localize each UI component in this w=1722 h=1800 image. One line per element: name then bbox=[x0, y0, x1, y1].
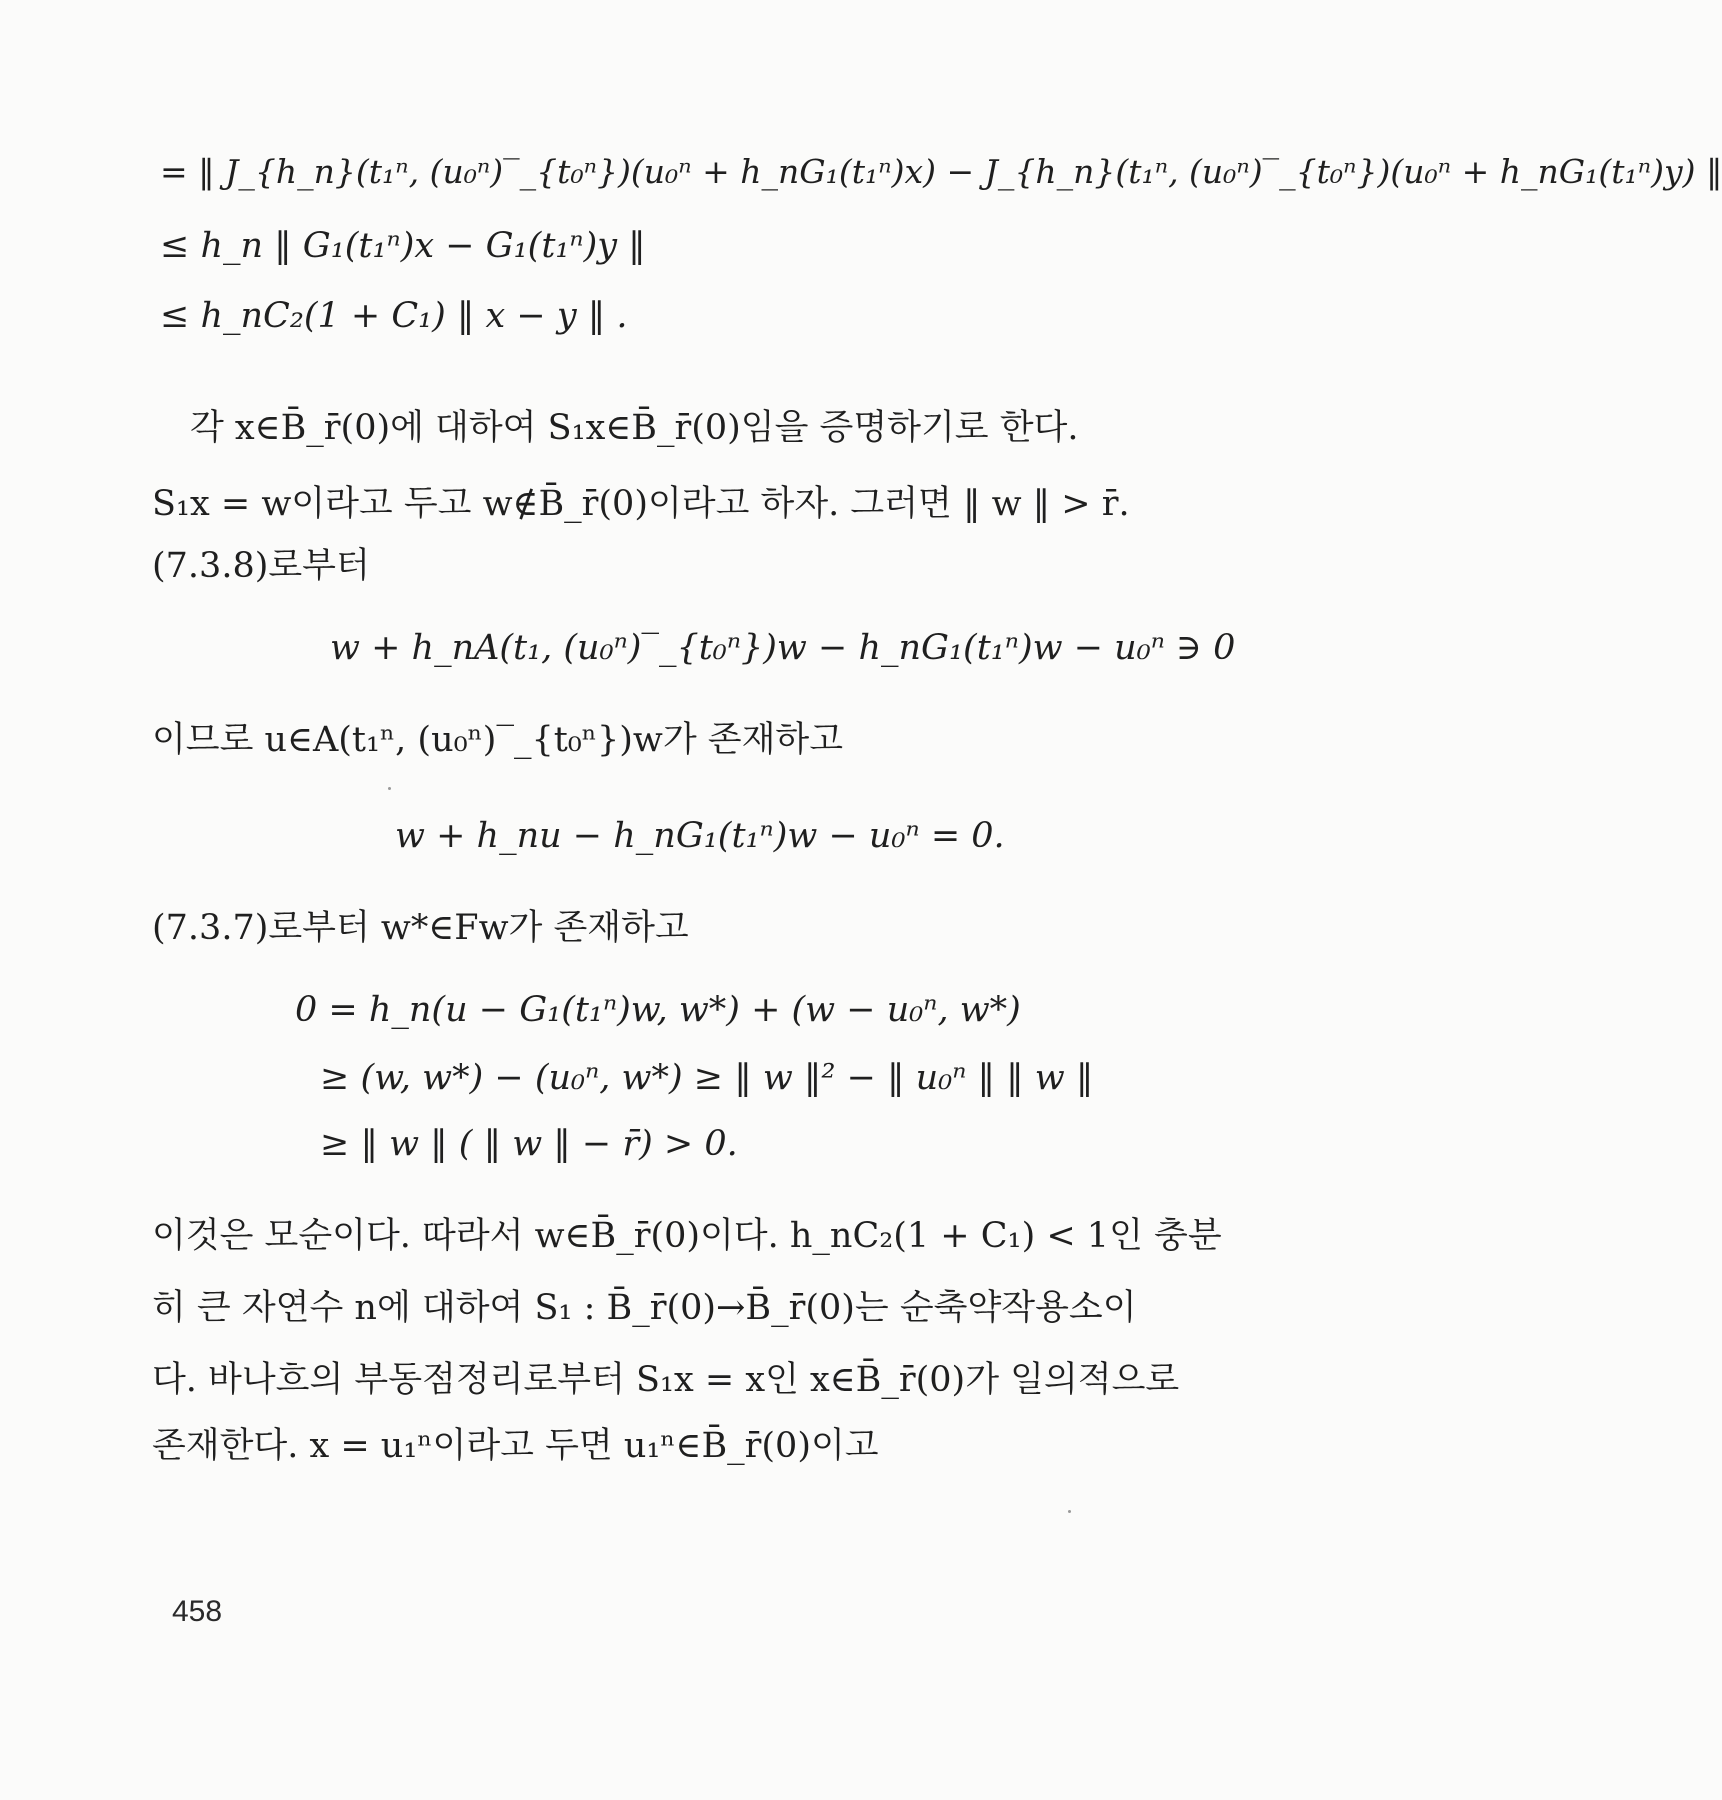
paragraph-line-2: S₁x = w이라고 두고 w∉B̄_r̄(0)이라고 하자. 그러면 ‖ w ‖ > r̄. bbox=[152, 484, 1130, 524]
equation-line-6: 0 = h_n(u − G₁(t₁ⁿ)w, w*) + (w − u₀ⁿ, w*) bbox=[295, 990, 1021, 1030]
scan-speck bbox=[1068, 1510, 1071, 1513]
equation-line-8: ≥ ‖ w ‖ ( ‖ w ‖ − r̄) > 0. bbox=[320, 1124, 738, 1164]
paragraph-line-6: 이것은 모순이다. 따라서 w∈B̄_r̄(0)이다. h_nC₂(1 + C₁) < 1인 충분 bbox=[152, 1216, 1222, 1256]
equation-line-2: ≤ h_n ‖ G₁(t₁ⁿ)x − G₁(t₁ⁿ)y ‖ bbox=[160, 226, 646, 266]
paragraph-line-3: (7.3.8)로부터 bbox=[152, 546, 370, 586]
equation-line-7: ≥ (w, w*) − (u₀ⁿ, w*) ≥ ‖ w ‖² − ‖ u₀ⁿ ‖ ‖ w ‖ bbox=[320, 1058, 1094, 1098]
paragraph-line-4: 이므로 u∈A(t₁ⁿ, (u₀ⁿ)‾_{t₀ⁿ})w가 존재하고 bbox=[152, 720, 844, 760]
page-number: 458 bbox=[172, 1595, 223, 1628]
paragraph-line-1: 각 x∈B̄_r̄(0)에 대하여 S₁x∈B̄_r̄(0)임을 증명하기로 한다. bbox=[190, 408, 1079, 448]
paragraph-line-8: 다. 바나흐의 부동점정리로부터 S₁x = x인 x∈B̄_r̄(0)가 일의적으로 bbox=[152, 1360, 1180, 1400]
equation-line-5: w + h_nu − h_nG₁(t₁ⁿ)w − u₀ⁿ = 0. bbox=[395, 816, 1005, 856]
equation-line-4: w + h_nA(t₁, (u₀ⁿ)‾_{t₀ⁿ})w − h_nG₁(t₁ⁿ)w − u₀ⁿ ∋ 0 bbox=[330, 628, 1236, 668]
scan-speck bbox=[388, 787, 391, 790]
equation-line-1: = ‖ J_{h_n}(t₁ⁿ, (u₀ⁿ)‾_{t₀ⁿ})(u₀ⁿ + h_nG₁(t₁ⁿ)x) − J_{h_n}(t₁ⁿ, (u₀ⁿ)‾_{t₀ⁿ})(u₀ⁿ + h_nG₁(t₁ⁿ)y) ‖ bbox=[160, 152, 1722, 191]
paragraph-line-5: (7.3.7)로부터 w*∈Fw가 존재하고 bbox=[152, 908, 689, 948]
paragraph-line-7: 히 큰 자연수 n에 대하여 S₁ : B̄_r̄(0)→B̄_r̄(0)는 순축약작용소이 bbox=[152, 1288, 1137, 1328]
paragraph-line-9: 존재한다. x = u₁ⁿ이라고 두면 u₁ⁿ∈B̄_r̄(0)이고 bbox=[152, 1426, 879, 1466]
equation-line-3: ≤ h_nC₂(1 + C₁) ‖ x − y ‖ . bbox=[160, 296, 628, 336]
